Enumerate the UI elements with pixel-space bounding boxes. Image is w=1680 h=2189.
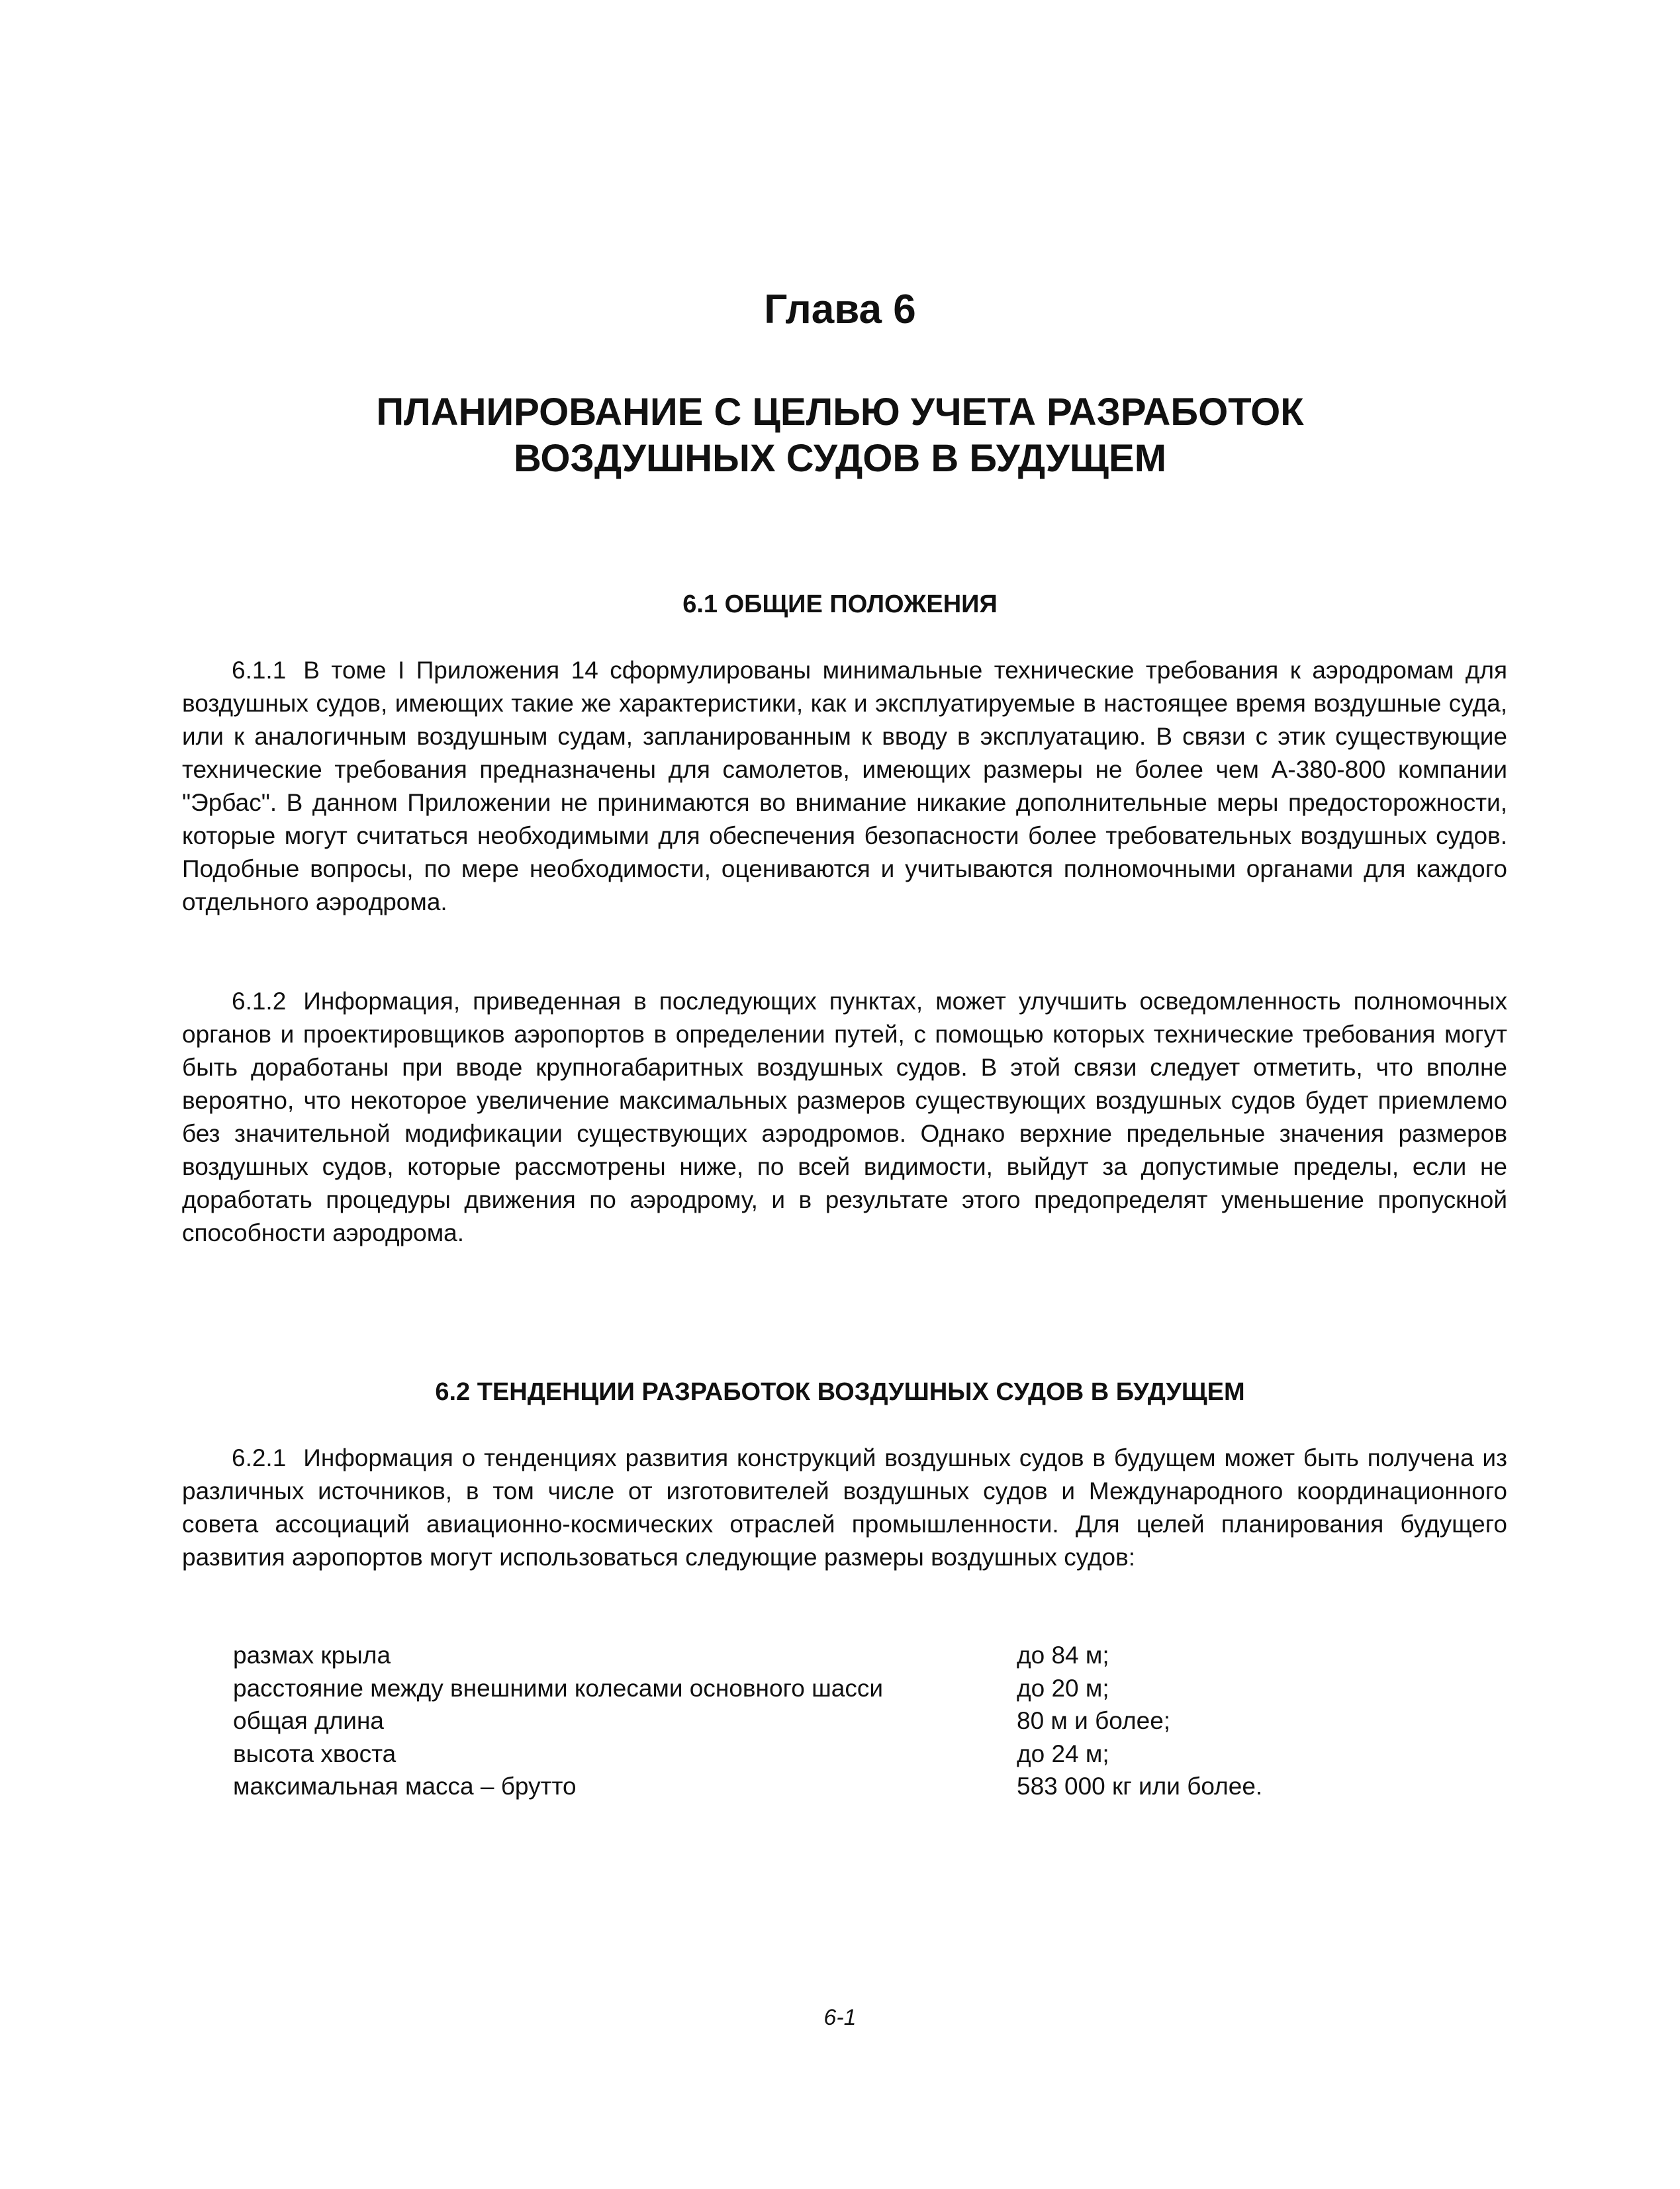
dimension-label: размах крыла — [233, 1642, 391, 1669]
paragraph-number: 6.1.2 — [232, 988, 287, 1015]
section-heading-6-2: 6.2 ТЕНДЕНЦИИ РАЗРАБОТОК ВОЗДУШНЫХ СУДОВ В БУДУЩЕМ — [435, 1378, 1245, 1406]
dimension-value: 583 000 кг или более. — [1017, 1773, 1263, 1800]
aircraft-dimensions-list — [233, 1639, 1262, 1803]
paragraph-6-1-2 — [182, 985, 1507, 1250]
paragraph-number: 6.1.1 — [232, 657, 287, 684]
dimension-value: до 84 м; — [1017, 1642, 1109, 1669]
paragraph-text: В томе I Приложения 14 сформулированы минимальные технические требования к аэродромам для воздушных судов, имеющих такие же характеристики, как и эксплуатируемые в настоящее время воздушные суда, или к аналогичным воздушным судам, запланированным к вводу в эксплуатацию. В связи с этик существующие технические требования предназначены для самолетов, имеющих размеры не более чем A-380-800 компании "Эрбас". В данном Приложении не принимаются во внимание никакие дополнительные меры предосторожности, которые могут считаться необходимыми для обеспечения безопасности более требовательных воздушных судов. Подобные вопросы, по мере необходимости, оцениваются и учитываются полномочными органами для каждого отдельного аэродрома. — [182, 657, 1507, 915]
paragraph-number: 6.2.1 — [232, 1444, 287, 1471]
paragraph-text: Информация, приведенная в последующих пунктах, может улучшить осведомленность полномочных органов и проектировщиков аэропортов в определении путей, с помощью которых технические требования могут быть доработаны при вводе крупногабаритных воздушных судов. В этой связи следует отметить, что вполне вероятно, что некоторое увеличение максимальных размеров существующих воздушных судов будет приемлемо без значительной модификации существующих аэродромов. Однако верхние предельные значения размеров воздушных судов, которые рассмотрены ниже, по всей видимости, выйдут за допустимые пределы, если не доработать процедуры движения по аэродрому, и в результате этого предопределят уменьшение пропускной способности аэродрома. — [182, 988, 1507, 1246]
dimension-label: расстояние между внешними колесами основного шасси — [233, 1674, 884, 1702]
paragraph-6-1-1 — [182, 654, 1507, 919]
paragraph-text: Информация о тенденциях развития конструкций воздушных судов в будущем может быть получена из различных источников, в том числе от изготовителей воздушных судов и Международного координационного совета ассоциаций авиационно-космических отраслей промышленности. Для целей планирования будущего развития аэропортов могут использоваться следующие размеры воздушных судов: — [182, 1444, 1507, 1571]
paragraph-6-2-1 — [182, 1442, 1507, 1574]
dimension-label: общая длина — [233, 1707, 384, 1734]
page-number: 6-1 — [823, 2005, 857, 2030]
section-heading-6-1: 6.1 ОБЩИЕ ПОЛОЖЕНИЯ — [682, 590, 998, 618]
chapter-title-line-2: ВОЗДУШНЫХ СУДОВ В БУДУЩЕМ — [513, 437, 1167, 480]
dimension-value: 80 м и более; — [1017, 1707, 1171, 1734]
dimension-value: до 20 м; — [1017, 1674, 1109, 1702]
chapter-title — [0, 389, 1680, 482]
list-item — [233, 1770, 1262, 1803]
dimension-label: высота хвоста — [233, 1740, 397, 1767]
list-item — [233, 1704, 1262, 1738]
chapter-label: Глава 6 — [764, 287, 916, 332]
dimension-value: до 24 м; — [1017, 1740, 1109, 1767]
dimension-label: максимальная масса – брутто — [233, 1773, 577, 1800]
list-item — [233, 1639, 1262, 1672]
chapter-title-line-1: ПЛАНИРОВАНИЕ С ЦЕЛЬЮ УЧЕТА РАЗРАБОТОК — [376, 391, 1304, 434]
list-item — [233, 1672, 1262, 1705]
list-item — [233, 1738, 1262, 1771]
